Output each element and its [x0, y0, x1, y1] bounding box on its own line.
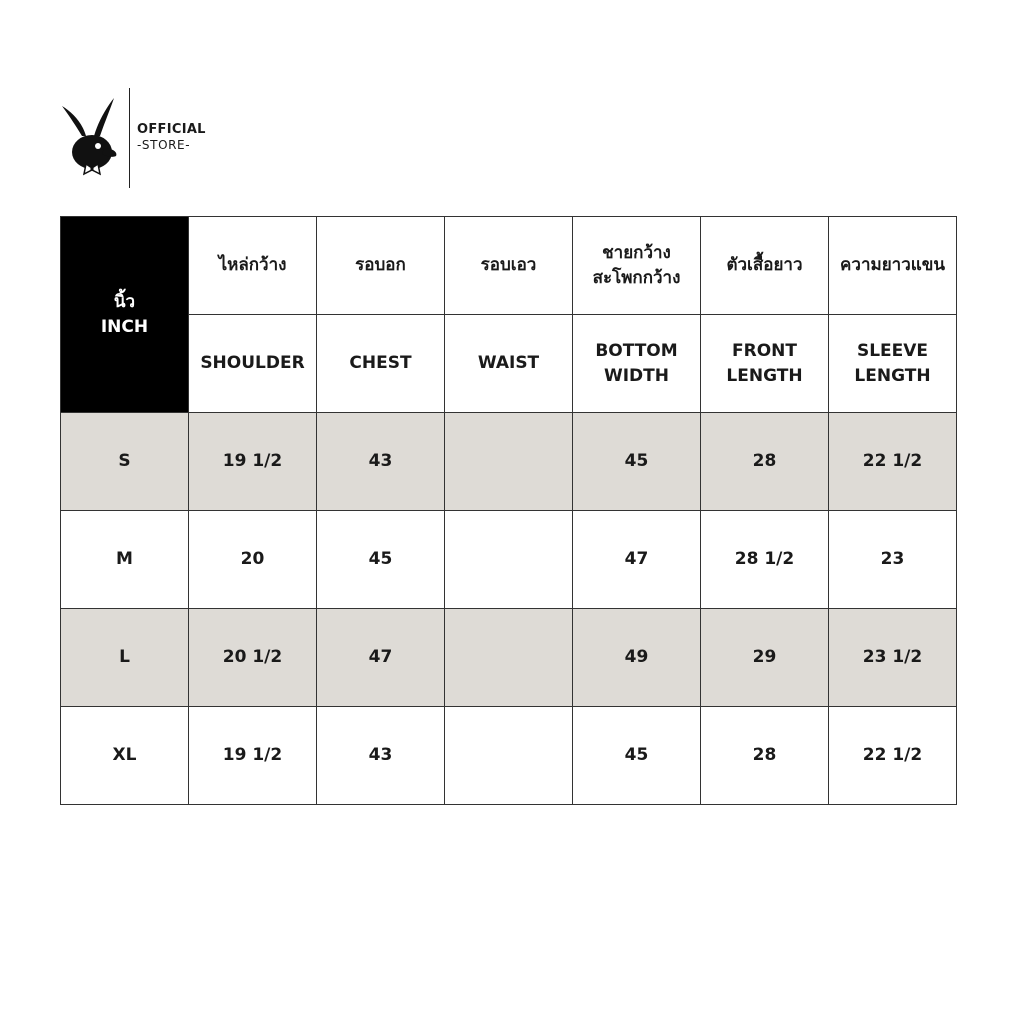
table-row	[61, 413, 957, 511]
header-thai-bottom-width: ชายกว้าง สะโพกกว้าง	[573, 217, 701, 315]
header-row-thai	[61, 217, 957, 315]
header-thai-chest: รอบอก	[317, 217, 445, 315]
value-cell: 45	[317, 511, 445, 609]
header-en-shoulder: SHOULDER	[189, 315, 317, 413]
size-cell: S	[61, 413, 189, 511]
value-cell: 47	[573, 511, 701, 609]
value-cell: 28	[701, 707, 829, 805]
value-cell: 43	[317, 707, 445, 805]
header-thai-shoulder: ไหล่กว้าง	[189, 217, 317, 315]
table-row	[61, 609, 957, 707]
logo-divider	[129, 88, 130, 188]
value-cell: 19 1/2	[189, 707, 317, 805]
header-en-front-length: FRONT LENGTH	[701, 315, 829, 413]
value-cell: 22 1/2	[829, 413, 957, 511]
value-cell: 29	[701, 609, 829, 707]
table-row	[61, 511, 957, 609]
header-en-waist: WAIST	[445, 315, 573, 413]
value-cell	[445, 707, 573, 805]
value-cell	[445, 609, 573, 707]
value-cell: 49	[573, 609, 701, 707]
value-cell: 45	[573, 707, 701, 805]
value-cell: 43	[317, 413, 445, 511]
store-label	[137, 122, 206, 153]
size-cell: M	[61, 511, 189, 609]
size-chart-table	[60, 216, 957, 805]
value-cell: 20 1/2	[189, 609, 317, 707]
value-cell	[445, 511, 573, 609]
value-cell: 28	[701, 413, 829, 511]
bunny-logo-icon	[56, 92, 136, 188]
value-cell: 47	[317, 609, 445, 707]
header-thai-waist: รอบเอว	[445, 217, 573, 315]
value-cell: 28 1/2	[701, 511, 829, 609]
header-row-english	[61, 315, 957, 413]
value-cell	[445, 413, 573, 511]
store-line-official: OFFICIAL	[137, 122, 206, 137]
header-en-sleeve-length: SLEEVE LENGTH	[829, 315, 957, 413]
value-cell: 45	[573, 413, 701, 511]
value-cell: 19 1/2	[189, 413, 317, 511]
header-en-bottom-width: BOTTOM WIDTH	[573, 315, 701, 413]
unit-label-english: INCH	[100, 316, 149, 337]
value-cell: 23	[829, 511, 957, 609]
value-cell: 22 1/2	[829, 707, 957, 805]
table-row	[61, 707, 957, 805]
header-thai-front-length: ตัวเสื้อยาว	[701, 217, 829, 315]
unit-cell	[61, 217, 189, 413]
header-thai-sleeve-length: ความยาวแขน	[829, 217, 957, 315]
unit-label-thai: นิ้ว	[113, 291, 136, 312]
size-cell: XL	[61, 707, 189, 805]
value-cell: 20	[189, 511, 317, 609]
store-line-store: -STORE-	[137, 138, 191, 152]
size-cell: L	[61, 609, 189, 707]
header-en-chest: CHEST	[317, 315, 445, 413]
value-cell: 23 1/2	[829, 609, 957, 707]
